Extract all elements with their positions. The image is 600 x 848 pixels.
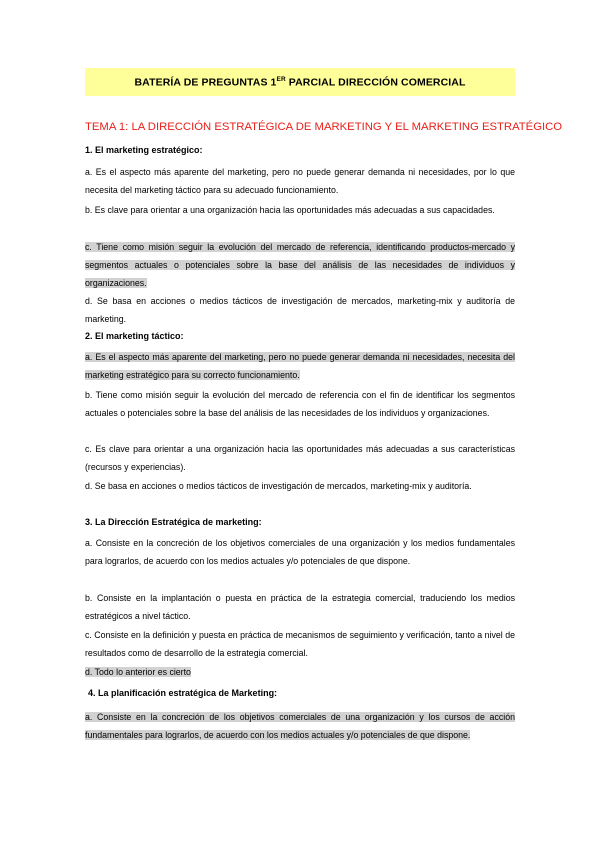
question-2-title: 2. El marketing táctico: xyxy=(85,331,184,341)
correct-answer-highlight: a. Es el aspecto más aparente del marketing, pero no puede generar demanda ni necesidades, necesita del marketing estratégico para su correcto funcionamiento. xyxy=(85,352,515,380)
question-4-title: 4. La planificación estratégica de Marketing: xyxy=(88,688,278,698)
theme-title: TEMA 1: LA DIRECCIÓN ESTRATÉGICA DE MARKETING Y EL MARKETING ESTRATÉGICO xyxy=(85,121,563,133)
question-3-option-d xyxy=(85,663,515,681)
question-3-option-b: b. Consiste en la implantación o puesta en práctica de la estrategia comercial, traduciendo los medios estratégicos a nivel táctico. xyxy=(85,593,515,621)
question-1-option-d: d. Se basa en acciones o medios tácticos de investigación de mercados, marketing-mix y auditoría de marketing. xyxy=(85,296,515,324)
question-1-option-c xyxy=(85,238,515,292)
correct-answer-highlight: d. Todo lo anterior es cierto xyxy=(85,667,191,677)
question-2-option-c: c. Es clave para orientar a una organización hacia las oportunidades más adecuadas a sus características (recursos y experiencias). xyxy=(85,444,515,472)
question-3-title: 3. La Dirección Estratégica de marketing: xyxy=(85,517,262,527)
correct-answer-highlight: c. Tiene como misión seguir la evolución del mercado de referencia, identificando productos-mercado y segmentos actuales o potenciales sobre la base del análisis de las necesidades de individuos y organizaciones. xyxy=(85,242,515,288)
document-title-bar xyxy=(85,68,515,96)
document-title: BATERÍA DE PREGUNTAS 1ER PARCIAL DIRECCIÓN COMERCIAL xyxy=(134,75,466,89)
question-1-option-b: b. Es clave para orientar a una organización hacia las oportunidades más adecuadas a sus capacidades. xyxy=(85,205,495,215)
correct-answer-highlight: a. Consiste en la concreción de los objetivos comerciales de una organización y los cursos de acción fundamentales para lograrlos, de acuerdo con los medios actuales y/o potenciales de que dispone. xyxy=(85,712,515,740)
question-3-option-a: a. Consiste en la concreción de los objetivos comerciales de una organización y los medios fundamentales para lograrlos, de acuerdo con los medios actuales y/o potenciales de que dispone. xyxy=(85,538,515,566)
question-1-title: 1. El marketing estratégico: xyxy=(85,145,203,155)
question-3-option-c: c. Consiste en la definición y puesta en práctica de mecanismos de seguimiento y verificación, tanto a nivel de resultados como de desarrollo de la estrategia comercial. xyxy=(85,630,515,658)
question-4-option-a xyxy=(85,708,515,744)
question-2-option-a xyxy=(85,348,515,384)
question-1-option-a: a. Es el aspecto más aparente del marketing, pero no puede generar demanda ni necesidades, por lo que necesita del marketing táctico para su adecuado funcionamiento. xyxy=(85,167,515,195)
question-2-option-d: d. Se basa en acciones o medios tácticos de investigación de mercados, marketing-mix y auditoría. xyxy=(85,481,472,491)
question-2-option-b: b. Tiene como misión seguir la evolución del mercado de referencia con el fin de identificar los segmentos actuales o potenciales sobre la base del análisis de las necesidades de los individuos y organizaciones. xyxy=(85,390,515,418)
